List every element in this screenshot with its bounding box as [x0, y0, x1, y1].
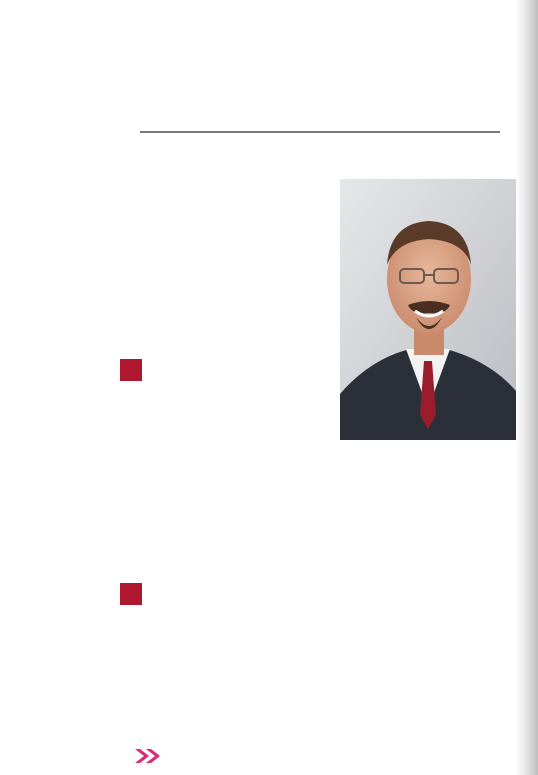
author-portrait — [340, 179, 516, 440]
page-binding-edge — [516, 0, 538, 775]
body-column-1-bottom — [120, 581, 331, 733]
portrait-photo-icon — [340, 179, 516, 440]
page-footer — [14, 751, 20, 760]
double-chevron-icon — [134, 748, 162, 764]
eks-logo — [128, 745, 162, 764]
header-divider — [140, 131, 500, 133]
drop-cap-copy — [120, 583, 142, 605]
drop-cap — [120, 359, 142, 381]
body-column-1-top — [120, 357, 331, 509]
